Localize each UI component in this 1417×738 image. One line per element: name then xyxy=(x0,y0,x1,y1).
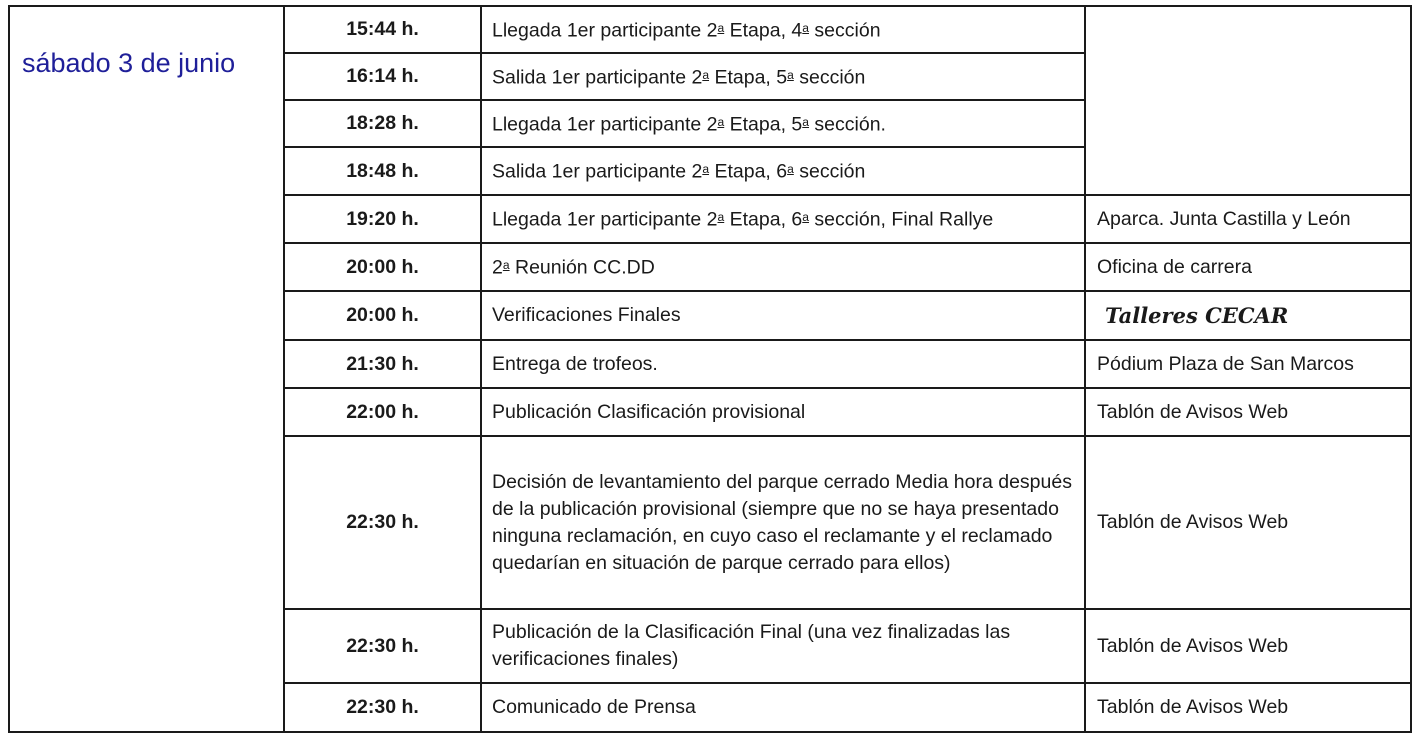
location-cell: Oficina de carrera xyxy=(1085,243,1411,291)
event-cell: Entrega de trofeos. xyxy=(481,340,1085,388)
location-cell-merged-empty xyxy=(1085,6,1411,195)
event-cell: Salida 1er participante 2$^a$ Etapa, 5$^a$ sección xyxy=(481,53,1085,100)
time-cell: 22:00 h. xyxy=(284,388,481,436)
event-cell: Llegada 1er participante 2$^a$ Etapa, 6$^a$ sección, Final Rallye xyxy=(481,195,1085,243)
location-cell: Tablón de Avisos Web xyxy=(1085,683,1411,732)
location-cell: Aparca. Junta Castilla y León xyxy=(1085,195,1411,243)
location-cell: Tablón de Avisos Web xyxy=(1085,436,1411,609)
time-cell: 18:28 h. xyxy=(284,100,481,147)
event-cell: Llegada 1er participante 2$^a$ Etapa, 5$^a$ sección. xyxy=(481,100,1085,147)
location-cell: Tablón de Avisos Web xyxy=(1085,609,1411,683)
time-cell: 19:20 h. xyxy=(284,195,481,243)
event-cell: 2$^a$ Reunión CC.DD xyxy=(481,243,1085,291)
time-cell: 22:30 h. xyxy=(284,436,481,609)
time-cell: 21:30 h. xyxy=(284,340,481,388)
event-cell: Comunicado de Prensa xyxy=(481,683,1085,732)
time-cell: 22:30 h. xyxy=(284,609,481,683)
event-cell: Llegada 1er participante 2$^a$ Etapa, 4$^a$ sección xyxy=(481,6,1085,53)
time-cell: 20:00 h. xyxy=(284,291,481,340)
time-cell: 15:44 h. xyxy=(284,6,481,53)
schedule-table xyxy=(8,5,1412,733)
time-cell: 22:30 h. xyxy=(284,683,481,732)
event-cell: Publicación de la Clasificación Final (una vez finalizadas las verificaciones finales) xyxy=(481,609,1085,683)
time-cell: 16:14 h. xyxy=(284,53,481,100)
date-cell: sábado 3 de junio xyxy=(9,6,284,732)
table-row xyxy=(9,6,1411,53)
time-cell: 18:48 h. xyxy=(284,147,481,195)
event-cell: Publicación Clasificación provisional xyxy=(481,388,1085,436)
event-cell: Decisión de levantamiento del parque cerrado Media hora después de la publicación provisional (siempre que no se haya presentado ninguna reclamación, en cuyo caso el reclamante y el reclamado quedarían en situación de parque cerrado para ellos) xyxy=(481,436,1085,609)
location-cell: Pódium Plaza de San Marcos xyxy=(1085,340,1411,388)
event-cell: Verificaciones Finales xyxy=(481,291,1085,340)
event-cell: Salida 1er participante 2$^a$ Etapa, 6$^a$ sección xyxy=(481,147,1085,195)
location-cell: Tablón de Avisos Web xyxy=(1085,388,1411,436)
location-cell: Talleres CECAR xyxy=(1085,291,1411,340)
time-cell: 20:00 h. xyxy=(284,243,481,291)
